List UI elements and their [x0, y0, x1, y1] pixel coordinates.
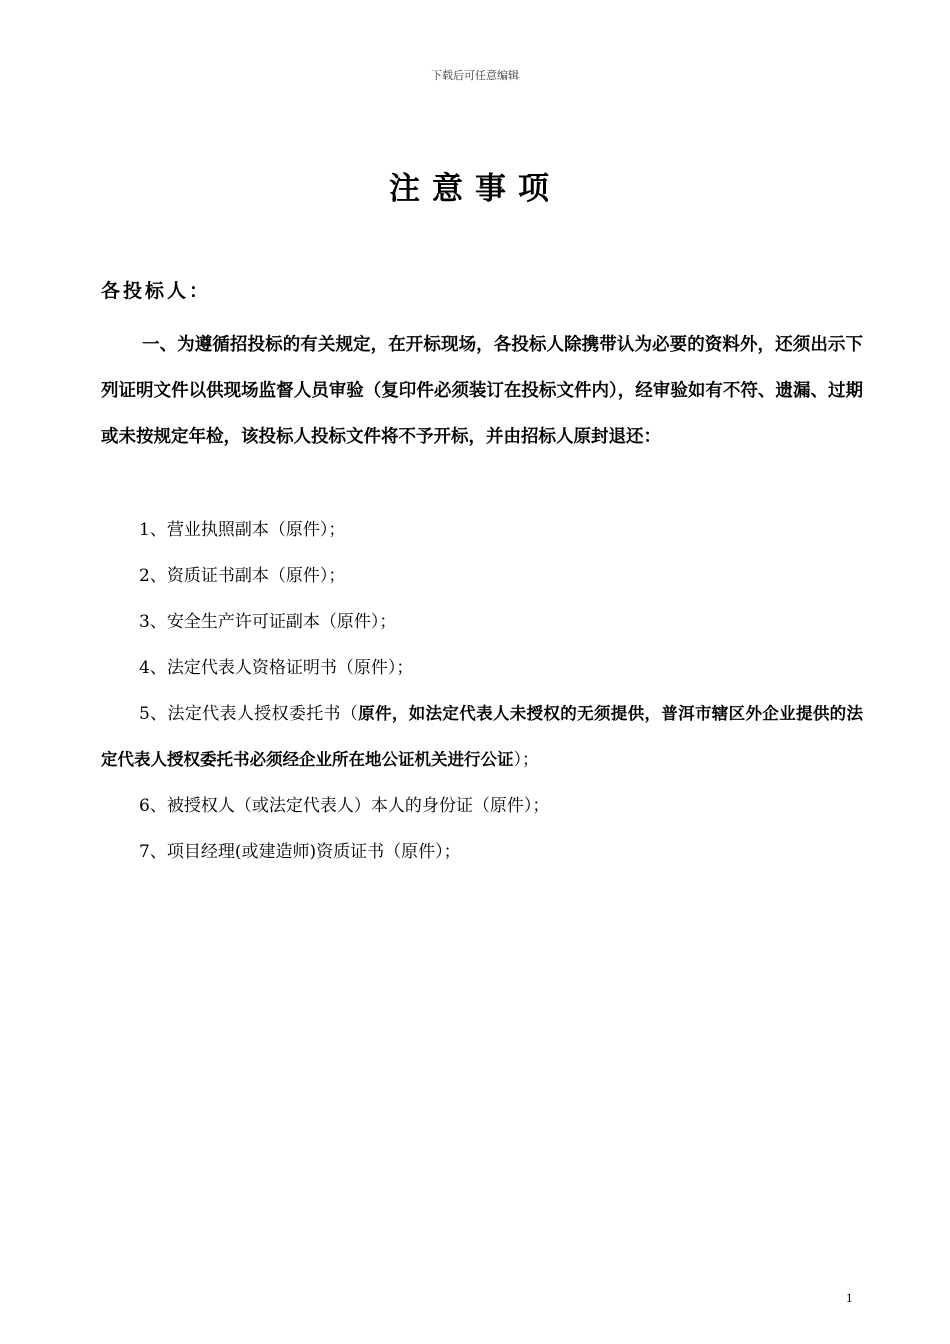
page-title: 注意事项 — [389, 171, 561, 207]
header-note: 下载后可任意编辑 — [431, 69, 519, 82]
list-item: 3、安全生产许可证副本（原件）； — [139, 612, 397, 632]
list-item-bold-note: 原件，如法定代表人未授权的无须提供，普洱市辖区外企业提供的法定代表人授权委托书必须经企业所在地公证机关进行公证 — [101, 704, 863, 769]
list-item: 2、资质证书副本（原件）； — [139, 566, 346, 586]
intro-paragraph: 一、为遵循招投标的有关规定，在开标现场，各投标人除携带认为必要的资料外，还须出示下列证明文件以供现场监督人员审验（复印件必须装订在投标文件内），经审验如有不符、遗漏、过期或未按规定年检，该投标人投标文件将不予开标，并由招标人原封退还： — [101, 335, 863, 447]
list-item: 4、法定代表人资格证明书（原件）； — [139, 658, 414, 678]
salutation: 各投标人： — [101, 280, 212, 302]
list-item: 7、项目经理(或建造师)资质证书（原件）； — [139, 842, 461, 862]
page-number: 1 — [846, 1290, 853, 1305]
document-list — [101, 507, 863, 875]
list-item-prefix: 5、法定代表人授权委托书（ — [139, 704, 359, 724]
list-item-suffix: ）； — [513, 750, 539, 770]
list-item — [101, 691, 863, 783]
list-item: 6、被授权人（或法定代表人）本人的身份证（原件）； — [139, 796, 550, 816]
list-item: 1、营业执照副本（原件）； — [139, 520, 346, 540]
